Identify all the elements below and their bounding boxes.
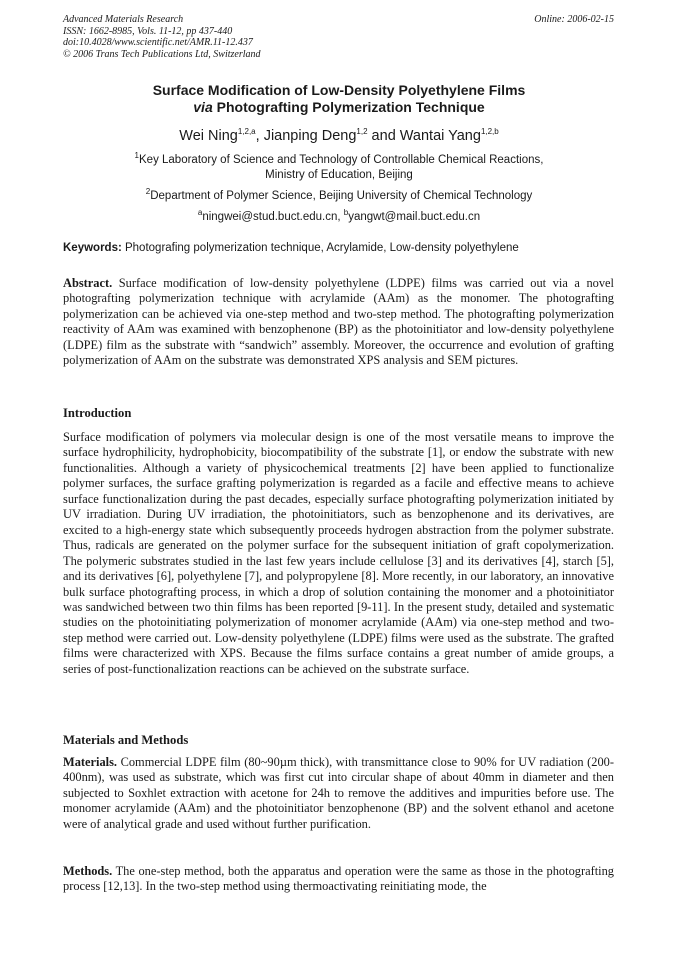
title-italic-word: via xyxy=(193,99,213,115)
keywords-text: Photografing polymerization technique, Acrylamide, Low-density polyethylene xyxy=(121,242,519,254)
paper-title-line2 xyxy=(0,99,678,116)
section-heading-materials-methods: Materials and Methods xyxy=(63,733,189,747)
journal-doi: doi:10.4028/www.scientific.net/AMR.11-12.437 xyxy=(63,37,253,48)
author-name: Wantai Yang xyxy=(399,127,481,144)
email-line xyxy=(0,205,678,225)
email-sup: a xyxy=(197,208,203,217)
materials-paragraph xyxy=(63,755,614,832)
abstract-paragraph xyxy=(63,276,614,369)
affiliation-1-line2: Ministry of Education, Beijing xyxy=(265,169,413,182)
journal-name: Advanced Materials Research xyxy=(63,14,184,25)
journal-copyright: © 2006 Trans Tech Publications Ltd, Switzerland xyxy=(63,48,261,60)
section-heading-introduction: Introduction xyxy=(63,406,132,420)
email-link[interactable]: ningwei@stud.buct.edu.cn, xyxy=(202,210,344,223)
materials-label: Materials. xyxy=(63,755,118,769)
journal-header xyxy=(63,14,261,60)
title-line2-rest: Photografting Polymerization Technique xyxy=(212,99,485,115)
online-date: Online: 2006-02-15 xyxy=(534,14,614,25)
materials-text: Commercial LDPE film (80~90µm thick), with transmittance close to 90% for UV radiation (200-400nm), was used as substrate, which was first cut into circular shape of about 40mm in diameter and then subjected to Soxhlet extraction with acetone for 24h to remove the additives and impurities before use. The monomer acrylamide (AAm) and the photoinitiator benzophenone (BP) and the solvent ethanol and acetone were of analytical grade and used without further purification. xyxy=(63,755,614,831)
affiliation-2-text: Department of Polymer Science, Beijing University of Chemical Technology xyxy=(150,189,533,202)
introduction-paragraph: Surface modification of polymers via molecular design is one of the most versatile means to improve the surface hydrophilicity, hydrophobicity, biocompatibility of the substrate [1], or endow the substrate with new functionalities. Although a variety of physicochemical treatments [2] have been applied to functionalize polymer surfaces, the surface grafting polymerization is regarded as a facile and effective means to achieve surface functionalization during the past decades, especially surface photografting polymerization initiated by UV irradiation. During UV irradiation, the photoinitiators, such as benzophenone and its derivatives, are excited to a high-energy state which subsequently proceeds hydrogen abstraction from the polymer substrate. Thus, radicals are generated on the polymer surface for the subsequent initiation of graft copolymerization. The polymeric substrates studied in the last few years include cellulose [3] and its derivatives [4], starch [5], and its derivatives [6], polyethylene [7], and polypropylene [8]. More recently, in our laboratory, an innovative bulk surface photografting process, in which a drop of solution containing the monomer and a photoinitiator was sandwiched between two thin films has been reported [9-11]. In the present study, detailed and systematic studies on the photoinitiating polymerization of monomer acrylamide (AAm) via one-step method and two-step method were carried out. Low-density polyethylene (LDPE) films were used as the substrate. The grafted films were characterized with XPS. Because the films surface contains a great number of amide groups, a series of post-functionalization reactions can be achieved on the substrate surface. xyxy=(63,430,614,676)
paper-title-line1: Surface Modification of Low-Density Polyethylene Films xyxy=(152,82,526,98)
author-name: Jianping Deng xyxy=(263,127,357,144)
methods-paragraph xyxy=(63,864,614,895)
journal-issn: ISSN: 1662-8985, Vols. 11-12, pp 437-440 xyxy=(63,25,233,37)
author-sup: 1,2 xyxy=(356,127,368,136)
affiliation-2 xyxy=(0,184,678,204)
methods-text: The one-step method, both the apparatus and operation were the same as those in the photografting process [12,13]. In the two-step method using thermoactivating reinitiating mode, the xyxy=(63,864,614,894)
affiliation-1-line1: Key Laboratory of Science and Technology of Controllable Chemical Reactions, xyxy=(139,153,544,166)
keywords-label: Keywords: xyxy=(63,242,122,254)
author-list xyxy=(0,122,678,146)
affiliation-sup: 2 xyxy=(145,187,151,196)
abstract-text: Surface modification of low-density polyethylene (LDPE) films was carried out via a novel photografting polymerization technique with acrylamide (AAm) as the monomer. The photografting polymerization can be achieved via one-step method and two-step method. The photografting polymerization reactivity of AAm was examined with benzophenone (BP) as the photoinitiator and low-density polyethylene (LDPE) film as the substrate with “sandwich” assembly. Moreover, the occurrence and evolution of grafting polymerization of AAm on the substrate was demonstrated XPS analysis and SEM pictures. xyxy=(63,276,614,368)
abstract-label: Abstract. xyxy=(63,276,113,290)
author-sup: 1,2,a xyxy=(237,127,256,136)
author-separator: and xyxy=(367,127,400,144)
author-name: Wei Ning xyxy=(179,127,238,144)
affiliation-sup: 1 xyxy=(134,151,139,160)
keywords-line xyxy=(63,241,623,255)
methods-label: Methods. xyxy=(63,864,113,878)
email-link[interactable]: yangwt@mail.buct.edu.cn xyxy=(348,210,481,223)
author-sup: 1,2,b xyxy=(480,127,499,136)
author-separator: , xyxy=(255,127,264,144)
affiliation-1 xyxy=(0,148,678,184)
email-sup: b xyxy=(343,208,349,217)
